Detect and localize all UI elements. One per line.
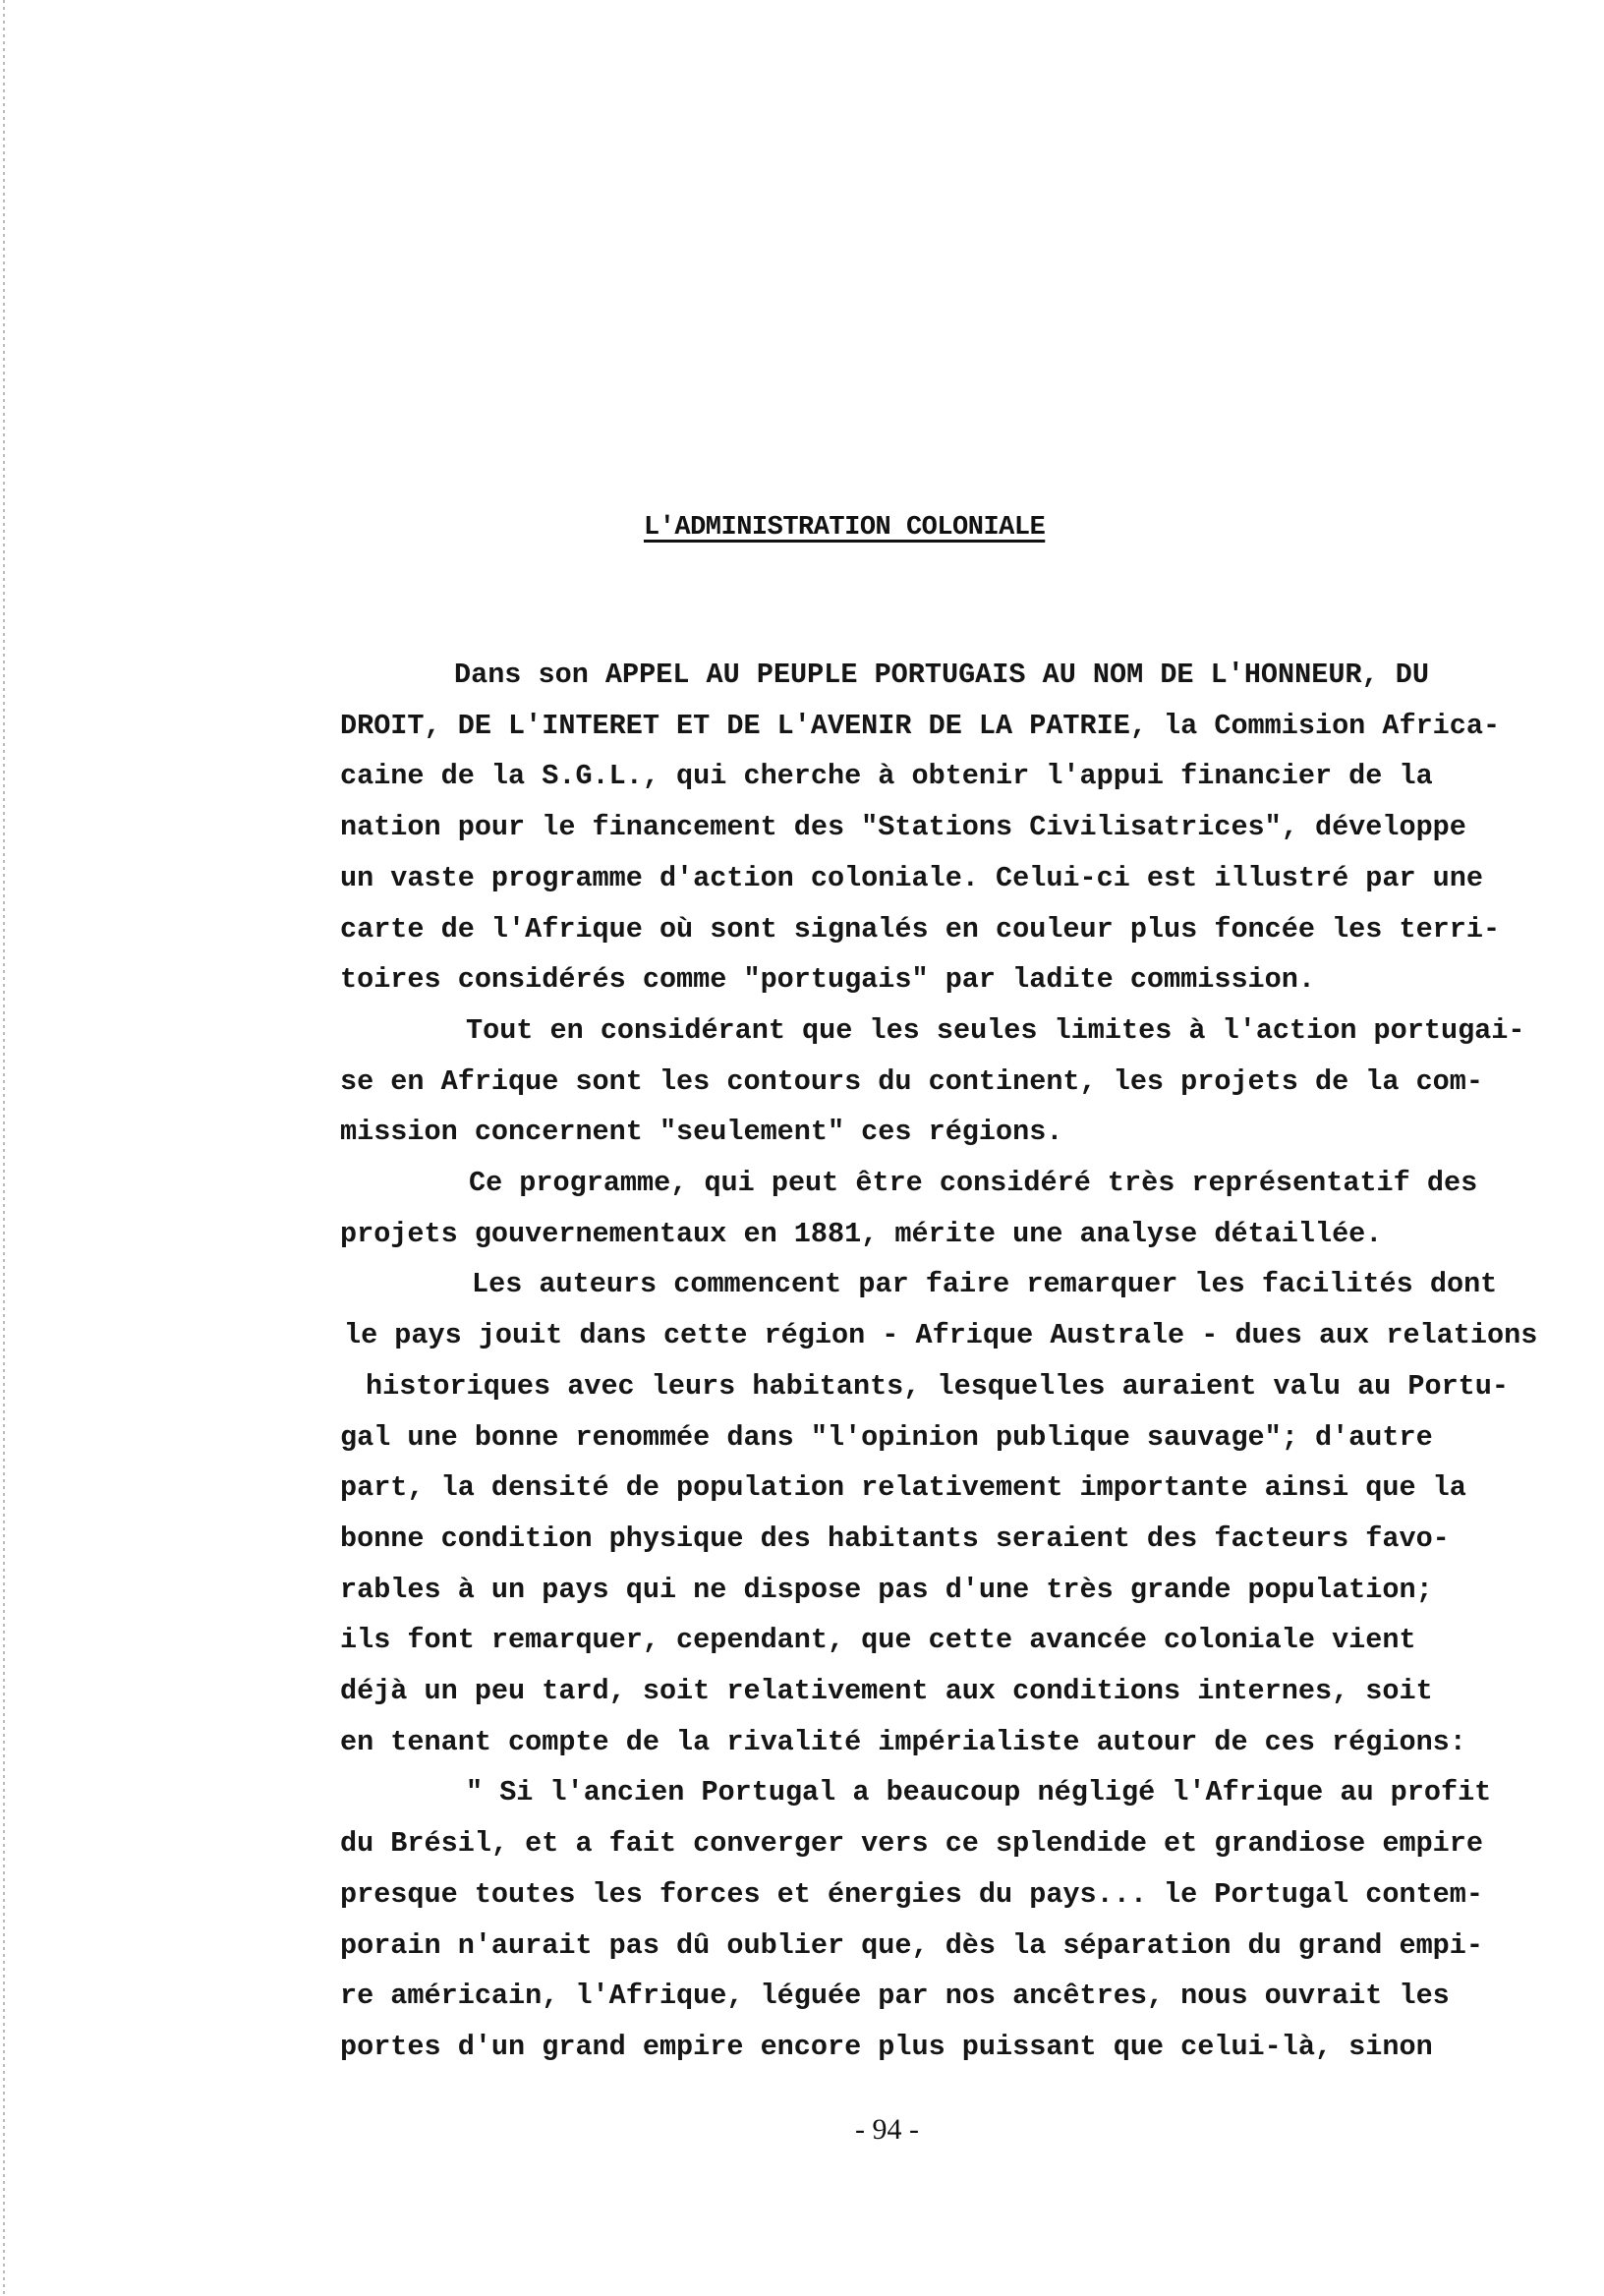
text-line: Ce programme, qui peut être considéré très représentatif des <box>469 1167 1478 1199</box>
page-edge-scan-mark <box>3 0 5 2296</box>
text-line: mission concernent "seulement" ces régions. <box>340 1116 1063 1149</box>
text-line: projets gouvernementaux en 1881, mérite une analyse détaillée. <box>340 1217 1383 1250</box>
text-line: carte de l'Afrique où sont signalés en couleur plus foncée les terri- <box>340 912 1501 946</box>
text-line: re américain, l'Afrique, léguée par nos ancêtres, nous ouvrait les <box>340 1980 1450 2013</box>
text-line: Les auteurs commencent par faire remarquer les facilités dont <box>472 1268 1498 1301</box>
text-line: presque toutes les forces et énergies du pays... le Portugal contem- <box>340 1877 1483 1911</box>
text-line: nation pour le financement des "Stations Civilisatrices", développe <box>340 811 1466 844</box>
text-line: " Si l'ancien Portugal a beaucoup négligé l'Afrique au profit <box>466 1776 1492 1809</box>
text-line: historiques avec leurs habitants, lesquelles auraient valu au Portu- <box>366 1369 1509 1403</box>
text-line: déjà un peu tard, soit relativement aux conditions internes, soit <box>340 1675 1433 1707</box>
text-line: portes d'un grand empire encore plus puissant que celui-là, sinon <box>340 2030 1433 2063</box>
text-line: caine de la S.G.L., qui cherche à obtenir l'appui financier de la <box>340 760 1433 793</box>
text-line: en tenant compte de la rivalité impérialiste autour de ces régions: <box>340 1725 1466 1758</box>
text-line: DROIT, DE L'INTERET ET DE L'AVENIR DE LA PATRIE, la Commision Africa- <box>340 709 1501 742</box>
text-line: rables à un pays qui ne dispose pas d'une très grande population; <box>340 1573 1433 1606</box>
text-line: toires considérés comme "portugais" par ladite commission. <box>340 963 1315 997</box>
text-line: un vaste programme d'action coloniale. Celui-ci est illustré par une <box>340 861 1483 894</box>
text-line: ils font remarquer, cependant, que cette avancée coloniale vient <box>340 1624 1416 1657</box>
text-line: Dans son APPEL AU PEUPLE PORTUGAIS AU NOM DE L'HONNEUR, DU <box>454 659 1429 691</box>
text-line: part, la densité de population relativement importante ainsi que la <box>340 1471 1466 1505</box>
text-line: gal une bonne renommée dans "l'opinion publique sauvage"; d'autre <box>340 1420 1433 1454</box>
text-line: se en Afrique sont les contours du continent, les projets de la com- <box>340 1064 1483 1098</box>
text-line: Tout en considérant que les seules limites à l'action portugai- <box>466 1013 1525 1047</box>
section-title: L'ADMINISTRATION COLONIALE <box>644 513 1046 543</box>
text-line: porain n'aurait pas dû oublier que, dès la séparation du grand empi- <box>340 1928 1483 1962</box>
text-line: du Brésil, et a fait converger vers ce splendide et grandiose empire <box>340 1827 1483 1861</box>
page-number: - 94 - <box>855 2113 919 2146</box>
text-line: le pays jouit dans cette région - Afrique Australe - dues aux relations <box>344 1319 1538 1352</box>
text-line: bonne condition physique des habitants seraient des facteurs favo- <box>340 1521 1450 1555</box>
